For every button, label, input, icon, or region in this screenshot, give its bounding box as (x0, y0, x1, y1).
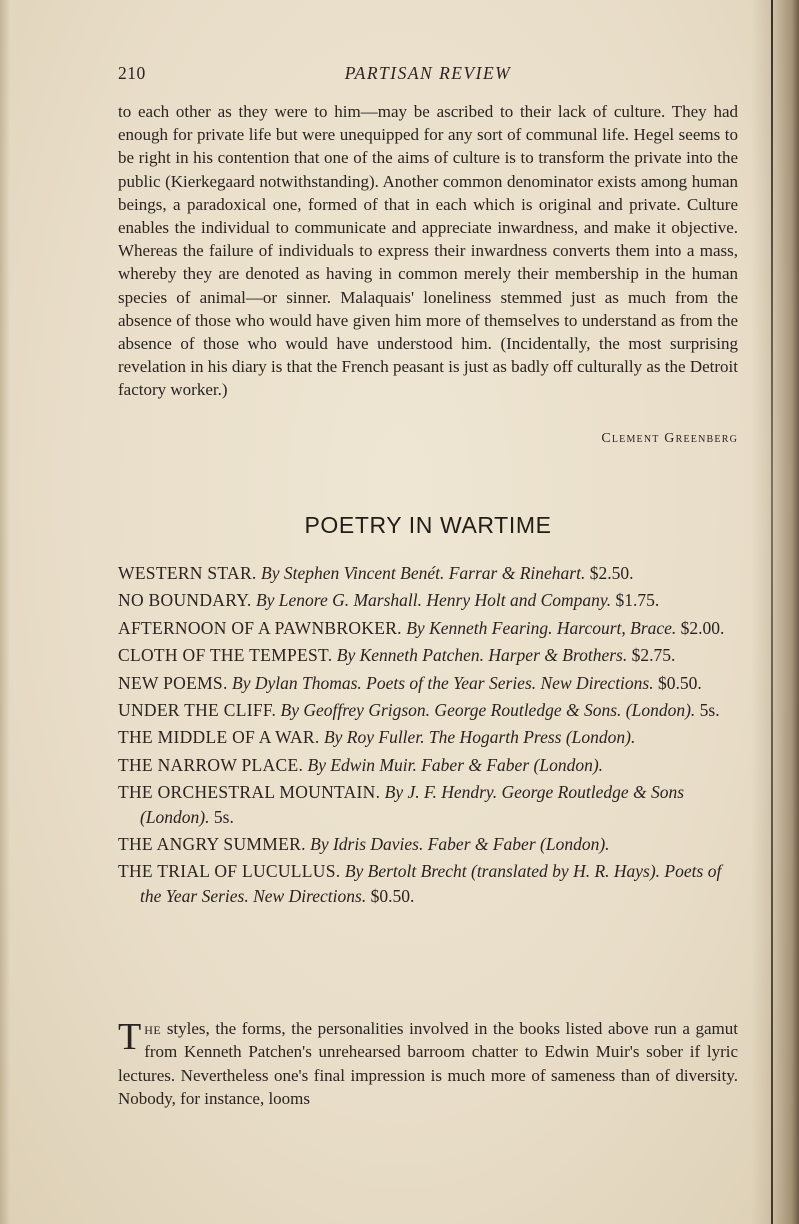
book-title: THE TRIAL OF LUCULLUS. (118, 861, 341, 882)
book-entry (118, 832, 738, 856)
drop-cap: T (118, 1016, 142, 1058)
running-head (118, 63, 738, 85)
book-price: $2.00. (680, 617, 725, 638)
essay-paragraph: to each other as they were to him—may be ascribed to their lack of culture. They had enough for private life but were unequipped for any sort of communal life. Hegel seems to be right in his contention that one of the aims of culture is to transform the private into the public (Kierkegaard notwithstanding). Another common denominator exists among human beings, a paradoxical one, formed of that in each which is original and private. Culture enables the individual to communicate and appreciate inwardness, and make it objective. Whereas the failure of individuals to express their inwardness converts them into a mass, whereby they are denoted as having in common merely their membership in the human species of animal—or sinner. Malaquais' loneliness stemmed just as much from the absence of those who would have given him more of themselves to understand as from the absence of those who would have understood him. (Incidentally, the most surprising revelation in his diary is that the French peasant is just as badly off culturally as the Detroit factory worker.) (118, 102, 738, 400)
essay-text (118, 100, 738, 402)
journal-title: PARTISAN REVIEW (344, 63, 512, 83)
book-details: By Edwin Muir. Faber & Faber (London). (307, 754, 604, 775)
book-price: $0.50. (657, 672, 702, 693)
book-spine-shadow (751, 0, 799, 1224)
book-title: CLOTH OF THE TEMPEST. (118, 645, 333, 666)
book-title: UNDER THE CLIFF. (118, 700, 277, 721)
book-details: By Bertolt Brecht (translated by H. R. Hays). Poets of the Year Series. New Directions. (140, 861, 722, 906)
book-title: THE ORCHESTRAL MOUNTAIN. (118, 782, 381, 803)
book-details: By Kenneth Patchen. Harper & Brothers. (336, 645, 628, 666)
book-entry (118, 643, 738, 667)
book-title: NO BOUNDARY. (118, 590, 252, 611)
book-details: By Dylan Thomas. Poets of the Year Series. New Directions. (232, 672, 654, 693)
book-details: By Geoffrey Grigson. George Routledge & Sons. (London). (280, 700, 696, 721)
book-price: 5s. (213, 806, 234, 827)
book-price: $2.75. (631, 645, 676, 666)
review-text (118, 1017, 738, 1111)
book-price: 5s. (699, 700, 720, 721)
book-details: By Idris Davies. Faber & Faber (London). (310, 834, 610, 855)
book-title: THE ANGRY SUMMER. (118, 834, 306, 855)
book-price: $1.75. (615, 590, 660, 611)
book-entry (118, 859, 738, 908)
book-title: AFTERNOON OF A PAWNBROKER. (118, 617, 402, 638)
book-entry (118, 753, 738, 777)
section-title: POETRY IN WARTIME (304, 512, 552, 538)
author-signature: Clement Greenberg (601, 431, 738, 446)
page-left-edge-shadow (0, 0, 10, 1224)
book-entry (118, 616, 738, 640)
review-paragraph (118, 1017, 738, 1111)
book-entry (118, 561, 738, 585)
book-list (118, 561, 738, 911)
book-price: $2.50. (589, 563, 634, 583)
first-word-rest: he (144, 1019, 162, 1038)
page-number: 210 (118, 63, 146, 83)
book-title: THE MIDDLE OF A WAR. (118, 727, 320, 748)
book-details: By Kenneth Fearing. Harcourt, Brace. (406, 617, 677, 638)
book-title: WESTERN STAR. (118, 563, 257, 583)
book-entry (118, 671, 738, 695)
book-details: By Roy Fuller. The Hogarth Press (London). (323, 727, 636, 748)
book-price: $0.50. (370, 885, 415, 906)
book-spine-line (771, 0, 773, 1224)
book-title: NEW POEMS. (118, 672, 228, 693)
book-details: By J. F. Hendry. George Routledge & Sons (London). (140, 782, 685, 827)
book-details: By Lenore G. Marshall. Henry Holt and Company. (255, 590, 612, 611)
book-details: By Stephen Vincent Benét. Farrar & Rinehart. (261, 563, 586, 583)
book-entry (118, 698, 738, 722)
book-entry (118, 725, 738, 749)
review-body: styles, the forms, the personalities involved in the books listed above run a gamut from Kenneth Patchen's unrehearsed barroom chatter to Edwin Muir's sober if lyric lectures. Nevertheless one's final impression is much more of sameness than of diversity. Nobody, for instance, looms (118, 1019, 739, 1109)
book-entry (118, 780, 738, 829)
book-title: THE NARROW PLACE. (118, 754, 304, 775)
book-entry (118, 588, 738, 612)
